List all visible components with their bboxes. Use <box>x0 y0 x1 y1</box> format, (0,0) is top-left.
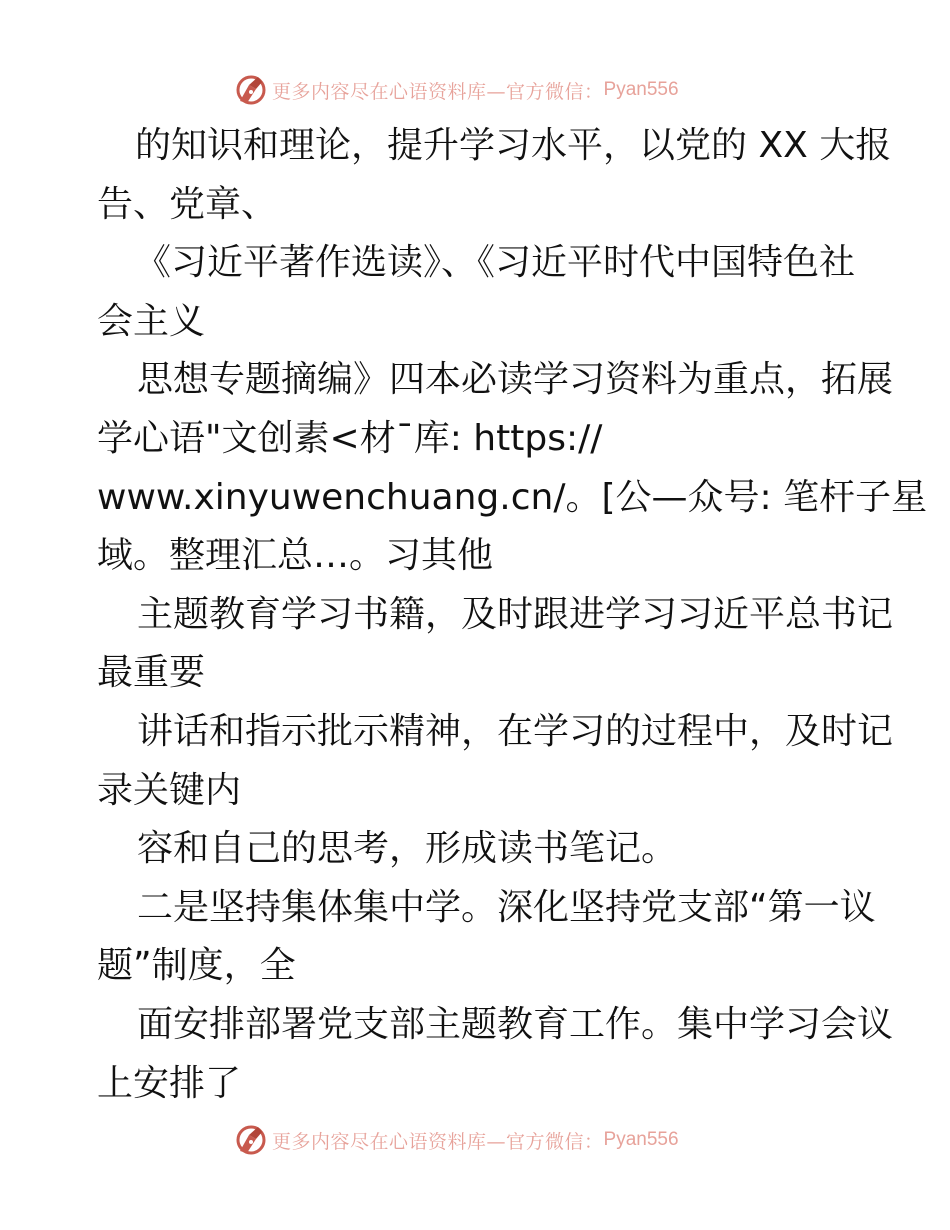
text-line: 讲话和指示批示精神，在学习的过程中，及时记 <box>137 710 894 752</box>
pen-nib-logo-icon <box>234 1123 268 1157</box>
text-line: 二是坚持集体集中学。深化坚持党支部“第一议 <box>137 886 876 928</box>
banner-text: 更多内容尽在心语资料库—官方微信： <box>272 1130 604 1153</box>
text-line: 上安排了 <box>97 1062 242 1104</box>
text-line: 录关键内 <box>97 769 242 811</box>
text-line: 题”制度，全 <box>97 945 296 987</box>
banner-wechat-id: Pyan556 <box>603 1129 679 1150</box>
text-line: 告、党章、 <box>97 183 278 225</box>
text-line: 《习近平著作选读》、《习近平时代中国特色社 <box>135 242 856 284</box>
text-line: 域。整理汇总…。习其他 <box>97 535 494 577</box>
banner-text: 更多内容尽在心语资料库—官方微信： <box>272 80 604 103</box>
header-banner <box>0 70 950 110</box>
text-line: 最重要 <box>97 652 206 694</box>
text-line: 面安排部署党支部主题教育工作。集中学习会议 <box>137 1003 894 1045</box>
footer-banner <box>0 1120 950 1160</box>
pen-nib-logo-icon <box>234 73 268 107</box>
text-line: 会主义 <box>97 300 206 342</box>
text-line: 主题教育学习书籍，及时跟进学习习近平总书记 <box>137 593 894 635</box>
text-line: 思想专题摘编》四本必读学习资料为重点，拓展 <box>137 359 894 401</box>
text-line: www.xinyuwenchuang.cn/。[公—众号: 笔杆子星 <box>97 476 928 518</box>
banner-wechat-id: Pyan556 <box>603 79 679 100</box>
text-line: 的知识和理论，提升学习水平，以党的 XX 大报 <box>135 125 892 166</box>
text-line: 容和自己的思考，形成读书笔记。 <box>137 828 678 870</box>
text-line: 学心语"文创素<材¯库: https:// <box>97 417 603 459</box>
document-body <box>97 117 928 1113</box>
